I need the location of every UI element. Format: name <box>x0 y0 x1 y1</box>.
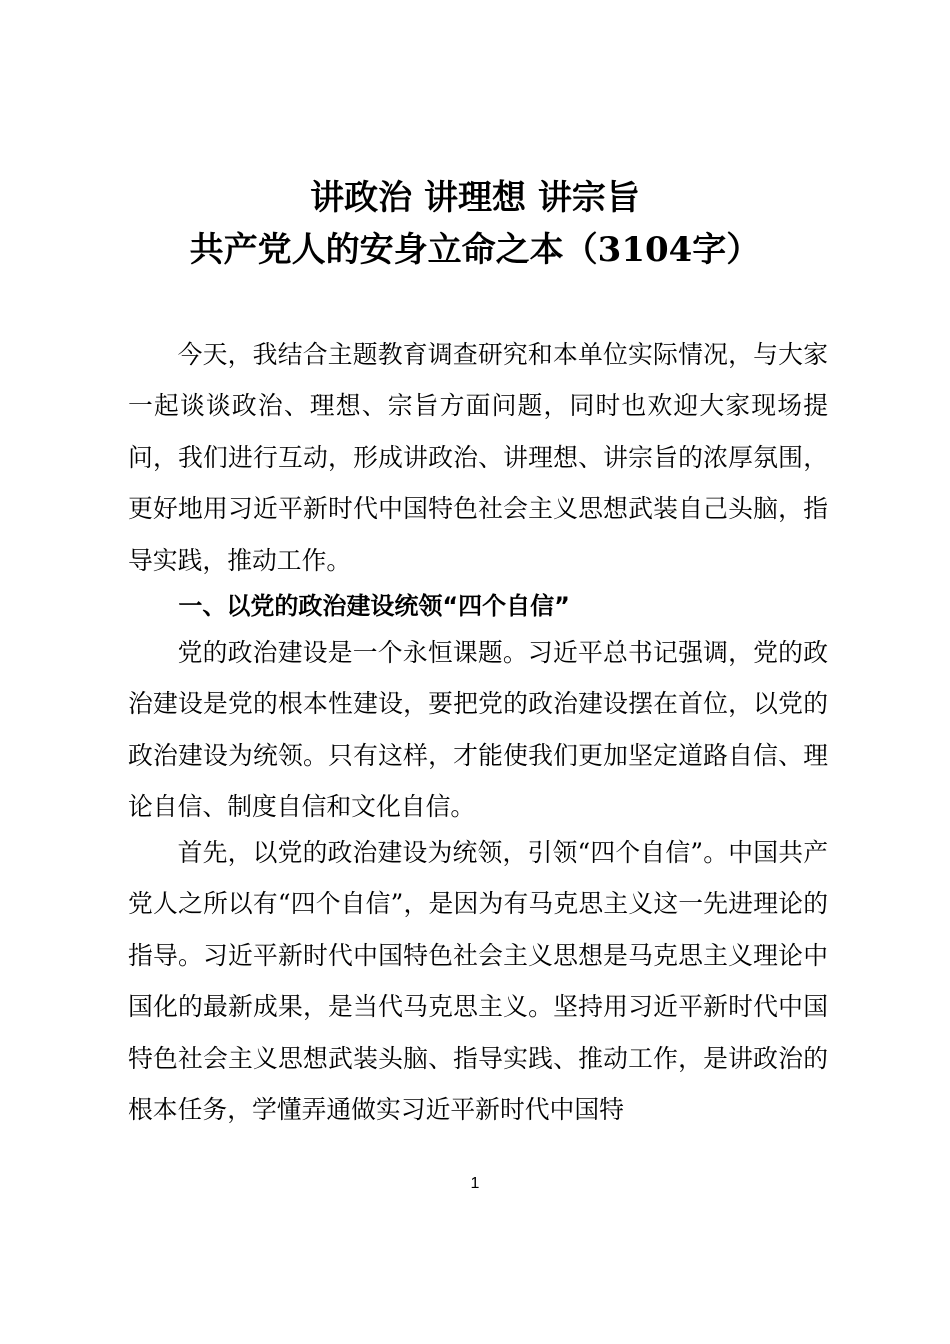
document-title-line-2: 共产党人的安身立命之本（3104字） <box>189 230 761 270</box>
document-title-line-1: 讲政治 讲理想 讲宗旨 <box>310 178 640 218</box>
body-paragraph: 党的政治建设是一个永恒课题。习近平总书记强调，党的政治建设是党的根本性建设，要把党的政治建设摆在首位，以党的政治建设为统领。只有这样，才能使我们更加坚定道路自信、理论自信、制度自信和文化自信。 <box>128 638 828 822</box>
intro-paragraph: 今天，我结合主题教育调查研究和本单位实际情况，与大家一起谈谈政治、理想、宗旨方面问题，同时也欢迎大家现场提问，我们进行互动，形成讲政治、讲理想、讲宗旨的浓厚氛围，更好地用习近平新时代中国特色社会主义思想武装自己头脑，指导实践，推动工作。 <box>128 340 828 575</box>
page-number: 1 <box>470 1175 480 1192</box>
section-heading: 一、以党的政治建设统领“四个自信” <box>178 592 570 620</box>
body-paragraph: 首先，以党的政治建设为统领，引领“四个自信”。中国共产党人之所以有“四个自信”，是因为有马克思主义这一先进理论的指导。习近平新时代中国特色社会主义思想是马克思主义理论中国化的最新成果，是当代马克思主义。坚持用习近平新时代中国特色社会主义思想武装头脑、指导实践、推动工作，是讲政治的根本任务，学懂弄通做实习近平新时代中国特 <box>128 838 828 1125</box>
